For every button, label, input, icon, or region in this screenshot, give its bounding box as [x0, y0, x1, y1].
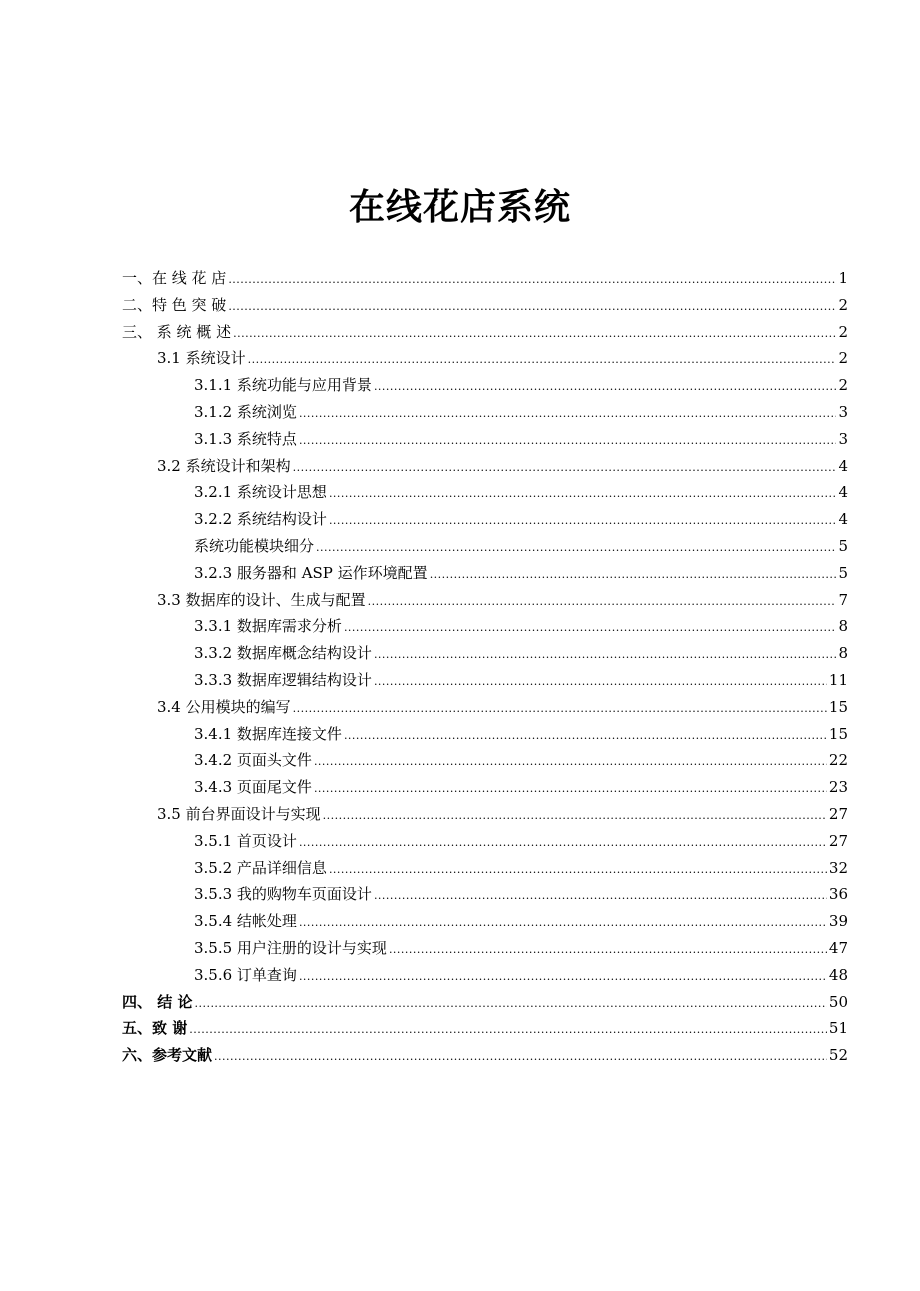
- toc-page-number: 5: [838, 563, 848, 582]
- toc-entry-title: 3.2.1 系统设计思想: [194, 483, 327, 502]
- toc-dot-leader: [299, 830, 827, 857]
- toc-entry[interactable]: [122, 640, 848, 667]
- toc-dot-leader: [214, 1044, 827, 1071]
- toc-entry-title: 3.4.1 数据库连接文件: [194, 724, 342, 743]
- toc-dot-leader: [299, 401, 837, 428]
- toc-page-number: 1: [838, 269, 848, 287]
- toc-page-number: 15: [828, 697, 848, 716]
- toc-dot-leader: [329, 481, 837, 508]
- toc-page-number: 27: [828, 831, 848, 850]
- toc-entry[interactable]: [122, 1042, 848, 1069]
- toc-page-number: 48: [828, 965, 848, 984]
- toc-dot-leader: [368, 589, 837, 616]
- toc-entry[interactable]: [122, 694, 848, 721]
- toc-entry-title: 3.5.6 订单查询: [194, 965, 297, 984]
- toc-page-number: 27: [828, 804, 848, 823]
- toc-entry[interactable]: [122, 908, 848, 935]
- toc-entry[interactable]: [122, 989, 848, 1016]
- toc-dot-leader: [323, 803, 827, 830]
- toc-dot-leader: [299, 964, 827, 991]
- toc-entry-title: 3.3 数据库的设计、生成与配置: [157, 590, 366, 609]
- toc-page-number: 23: [828, 778, 848, 797]
- toc-entry[interactable]: [122, 1015, 848, 1042]
- toc-page-number: 11: [828, 670, 848, 689]
- toc-entry[interactable]: [122, 774, 848, 801]
- toc-entry[interactable]: [122, 881, 848, 908]
- toc-entry-title: 五、致 谢: [122, 1019, 188, 1038]
- toc-dot-leader: [329, 508, 837, 535]
- toc-entry-title: 3.4 公用模块的编写: [157, 697, 291, 716]
- toc-page-number: 51: [828, 1019, 848, 1038]
- toc-dot-leader: [374, 669, 827, 696]
- toc-entry[interactable]: [122, 721, 848, 748]
- toc-entry[interactable]: [122, 292, 848, 319]
- toc-page-number: 52: [828, 1046, 848, 1065]
- toc-entry[interactable]: [122, 399, 848, 426]
- toc-entry-title: 3.4.2 页面头文件: [194, 751, 312, 770]
- toc-dot-leader: [430, 562, 837, 589]
- toc-dot-leader: [314, 776, 827, 803]
- toc-entry-title: 3.5.1 首页设计: [194, 831, 297, 850]
- toc-entry[interactable]: [122, 319, 848, 346]
- toc-entry[interactable]: [122, 801, 848, 828]
- toc-dot-leader: [248, 347, 837, 374]
- toc-entry[interactable]: [122, 962, 848, 989]
- toc-entry-title: 3.4.3 页面尾文件: [194, 778, 312, 797]
- toc-dot-leader: [233, 321, 836, 348]
- toc-entry-title: 3.1.1 系统功能与应用背景: [194, 376, 372, 395]
- toc-dot-leader: [344, 723, 827, 750]
- toc-dot-leader: [194, 991, 826, 1018]
- toc-dot-leader: [293, 455, 837, 482]
- toc-entry-title: 四、 结 论: [122, 992, 193, 1011]
- toc-dot-leader: [293, 696, 827, 723]
- toc-entry-title: 3.1.2 系统浏览: [194, 402, 297, 421]
- toc-entry[interactable]: [122, 506, 848, 533]
- toc-entry-title: 3.1 系统设计: [157, 349, 246, 368]
- toc-entry[interactable]: [122, 426, 848, 453]
- toc-entry-title: 3.3.2 数据库概念结构设计: [194, 644, 372, 663]
- toc-entry[interactable]: [122, 587, 848, 614]
- toc-page-number: 22: [828, 751, 848, 770]
- toc-page-number: 36: [828, 885, 848, 904]
- toc-page-number: 50: [828, 992, 848, 1011]
- toc-entry[interactable]: [122, 667, 848, 694]
- toc-page-number: 32: [828, 858, 848, 877]
- toc-page-number: 4: [838, 510, 848, 529]
- toc-page-number: 4: [838, 483, 848, 502]
- toc-dot-leader: [374, 642, 837, 669]
- toc-entry-title: 3.5.5 用户注册的设计与实现: [194, 938, 387, 957]
- toc-dot-leader: [299, 428, 837, 455]
- toc-entry[interactable]: [122, 855, 848, 882]
- toc-page-number: 3: [838, 402, 848, 421]
- toc-entry[interactable]: [122, 828, 848, 855]
- toc-dot-leader: [189, 1017, 827, 1044]
- toc-entry-title: 三、 系 统 概 述: [122, 322, 232, 341]
- toc-entry-title: 六、参考文献: [122, 1046, 213, 1065]
- toc-page-number: 8: [838, 617, 848, 636]
- toc-page-number: 39: [828, 912, 848, 931]
- toc-entry-title: 3.5.3 我的购物车页面设计: [194, 885, 372, 904]
- toc-entry-title: 二、特 色 突 破: [122, 295, 227, 314]
- toc-entry[interactable]: [122, 453, 848, 480]
- toc-entry[interactable]: [122, 372, 848, 399]
- toc-dot-leader: [228, 267, 836, 294]
- toc-page-number: 4: [838, 456, 848, 475]
- toc-dot-leader: [374, 374, 837, 401]
- toc-entry-title: 3.2.3 服务器和 ASP 运作环境配置: [194, 563, 428, 582]
- toc-page-number: 2: [838, 295, 848, 314]
- toc-entry-title: 3.5 前台界面设计与实现: [157, 804, 321, 823]
- toc-entry[interactable]: [122, 935, 848, 962]
- toc-entry[interactable]: [122, 265, 848, 292]
- table-of-contents: [122, 265, 848, 1069]
- toc-entry-title: 一、在 线 花 店: [122, 269, 227, 287]
- toc-page-number: 8: [838, 644, 848, 663]
- toc-dot-leader: [329, 857, 827, 884]
- page-title: 在线花店系统: [348, 187, 571, 229]
- toc-dot-leader: [316, 535, 836, 562]
- toc-dot-leader: [389, 937, 827, 964]
- toc-entry[interactable]: [122, 613, 848, 640]
- toc-entry-title: 3.3.1 数据库需求分析: [194, 617, 342, 636]
- toc-entry-title: 3.3.3 数据库逻辑结构设计: [194, 670, 372, 689]
- toc-dot-leader: [344, 615, 837, 642]
- toc-page-number: 15: [828, 724, 848, 743]
- toc-dot-leader: [299, 910, 827, 937]
- toc-page-number: 7: [838, 590, 848, 609]
- toc-dot-leader: [228, 294, 836, 321]
- toc-page-number: 3: [838, 429, 848, 448]
- toc-entry[interactable]: [122, 747, 848, 774]
- toc-page-number: 47: [828, 938, 848, 957]
- toc-entry[interactable]: [122, 345, 848, 372]
- toc-page-number: 5: [838, 536, 848, 555]
- toc-entry[interactable]: [122, 560, 848, 587]
- toc-entry-title: 3.1.3 系统特点: [194, 429, 297, 448]
- toc-entry[interactable]: [122, 533, 848, 560]
- toc-entry-title: 3.2.2 系统结构设计: [194, 510, 327, 529]
- toc-dot-leader: [314, 749, 827, 776]
- toc-entry-title: 系统功能模块细分: [194, 536, 315, 555]
- toc-dot-leader: [374, 883, 827, 910]
- toc-entry-title: 3.5.4 结帐处理: [194, 912, 297, 931]
- toc-entry-title: 3.5.2 产品详细信息: [194, 858, 327, 877]
- toc-page-number: 2: [838, 376, 848, 395]
- toc-page-number: 2: [838, 349, 848, 368]
- toc-entry-title: 3.2 系统设计和架构: [157, 456, 291, 475]
- toc-entry[interactable]: [122, 479, 848, 506]
- toc-page-number: 2: [838, 322, 848, 341]
